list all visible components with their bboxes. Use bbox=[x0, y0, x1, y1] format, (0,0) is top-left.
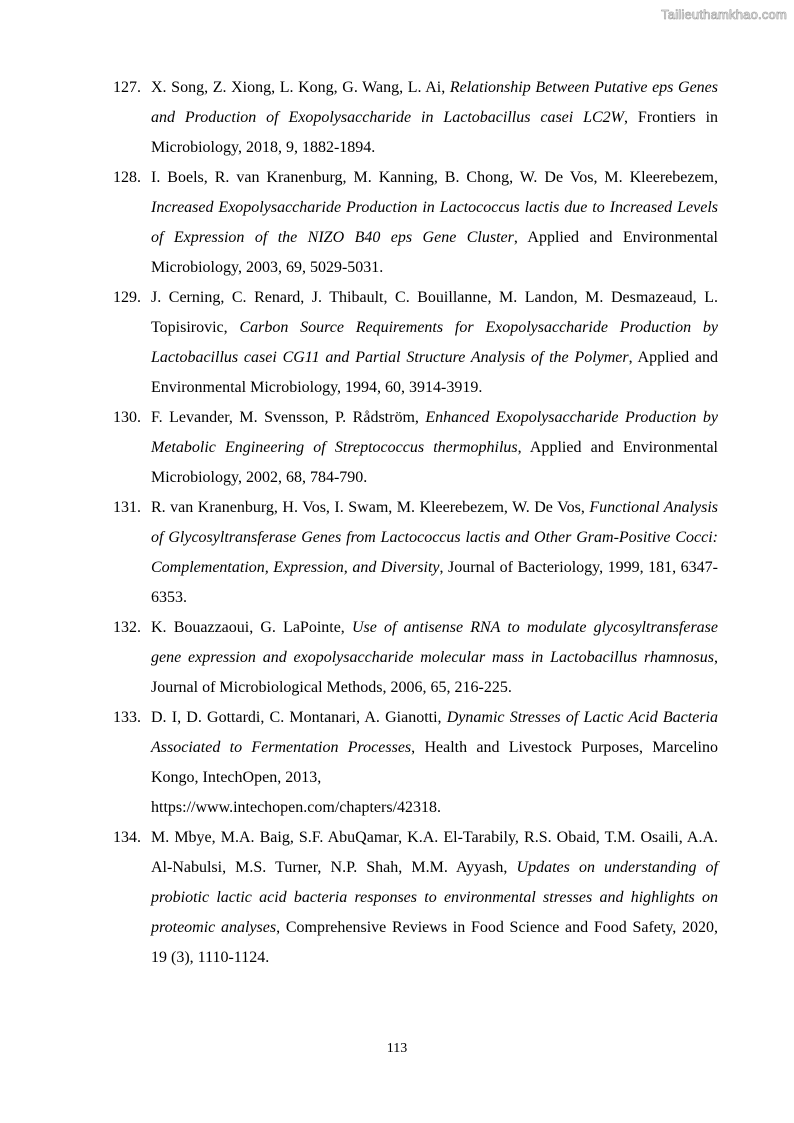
reference-source: , Applied and Environmental Microbiology, 2002, 68, 784-790. bbox=[151, 439, 718, 486]
reference-133 bbox=[113, 703, 718, 823]
reference-source: , Journal of Microbiological Methods, 2006, 65, 216-225. bbox=[151, 649, 718, 696]
reference-128 bbox=[113, 163, 718, 283]
reference-list bbox=[113, 73, 718, 973]
watermark: Tailieuthamkhao.com bbox=[661, 7, 787, 22]
reference-129 bbox=[113, 283, 718, 403]
page-number: 113 bbox=[386, 1041, 408, 1056]
reference-authors: M. Mbye, M.A. Baig, S.F. AbuQamar, K.A. El-Tarabily, R.S. Obaid, T.M. Osaili, A.A. Al-Nabulsi, M.S. Turner, N.P. Shah, M.M. Ayyash, bbox=[151, 829, 718, 876]
reference-134 bbox=[113, 823, 718, 973]
reference-source: , Health and Livestock Purposes, Marcelino Kongo, IntechOpen, 2013, bbox=[151, 739, 718, 786]
reference-source: , Applied and Environmental Microbiology, 2003, 69, 5029-5031. bbox=[151, 229, 718, 276]
reference-title: Use of antisense RNA to modulate glycosyltransferase gene expression and exopolysaccharide molecular mass in Lactobacillus rhamnosus bbox=[151, 619, 718, 666]
reference-title: Relationship Between Putative eps Genes and Production of Exopolysaccharide in Lactobacillus casei LC2W bbox=[151, 79, 719, 126]
reference-132 bbox=[113, 613, 718, 703]
reference-authors: X. Song, Z. Xiong, L. Kong, G. Wang, L. Ai, bbox=[151, 79, 450, 96]
reference-authors: K. Bouazzaoui, G. LaPointe, bbox=[151, 619, 352, 636]
reference-title: Updates on understanding of probiotic lactic acid bacteria responses to environmental stresses and highlights on proteomic analyses bbox=[151, 859, 719, 936]
reference-number: 128. bbox=[113, 169, 141, 186]
reference-source: , Frontiers in Microbiology, 2018, 9, 1882-1894. bbox=[151, 109, 719, 156]
reference-number: 133. bbox=[113, 709, 141, 726]
reference-number: 130. bbox=[113, 409, 141, 426]
reference-source: , Applied and Environmental Microbiology, 1994, 60, 3914-3919. bbox=[151, 349, 719, 396]
reference-127 bbox=[113, 73, 718, 163]
reference-title: Carbon Source Requirements for Exopolysaccharide Production by Lactobacillus casei CG11 and Partial Structure Analysis of the Polymer bbox=[151, 319, 718, 366]
reference-source: , Journal of Bacteriology, 1999, 181, 6347-6353. bbox=[151, 559, 719, 606]
reference-title: Dynamic Stresses of Lactic Acid Bacteria Associated to Fermentation Processes bbox=[151, 709, 719, 756]
reference-title: Increased Exopolysaccharide Production in Lactococcus lactis due to Increased Levels of Expression of the NIZO B40 eps Gene Cluster bbox=[151, 199, 718, 246]
reference-authors: D. I, D. Gottardi, C. Montanari, A. Gianotti, bbox=[151, 709, 447, 726]
reference-authors: F. Levander, M. Svensson, P. Rådström, bbox=[151, 409, 426, 426]
reference-authors: R. van Kranenburg, H. Vos, I. Swam, M. Kleerebezem, W. De Vos, bbox=[151, 499, 590, 516]
reference-number: 132. bbox=[113, 619, 141, 636]
reference-authors: I. Boels, R. van Kranenburg, M. Kanning, B. Chong, W. De Vos, M. Kleerebezem, bbox=[151, 169, 718, 186]
reference-131 bbox=[113, 493, 718, 613]
reference-title: Enhanced Exopolysaccharide Production by Metabolic Engineering of Streptococcus thermophilus bbox=[151, 409, 719, 456]
reference-number: 129. bbox=[113, 289, 141, 306]
reference-url: https://www.intechopen.com/chapters/42318. bbox=[151, 799, 442, 816]
reference-number: 131. bbox=[113, 499, 141, 516]
reference-number: 134. bbox=[113, 829, 141, 846]
reference-number: 127. bbox=[113, 79, 141, 96]
reference-title: Functional Analysis of Glycosyltransferase Genes from Lactococcus lactis and Other Gram-Positive Cocci: Complementation, Expression, and Diversity bbox=[151, 499, 719, 576]
reference-130 bbox=[113, 403, 718, 493]
reference-source: , Comprehensive Reviews in Food Science and Food Safety, 2020, 19 (3), 1110-1124. bbox=[151, 919, 719, 966]
reference-authors: J. Cerning, C. Renard, J. Thibault, C. Bouillanne, M. Landon, M. Desmazeaud, L. Topisirovic, bbox=[151, 289, 718, 336]
